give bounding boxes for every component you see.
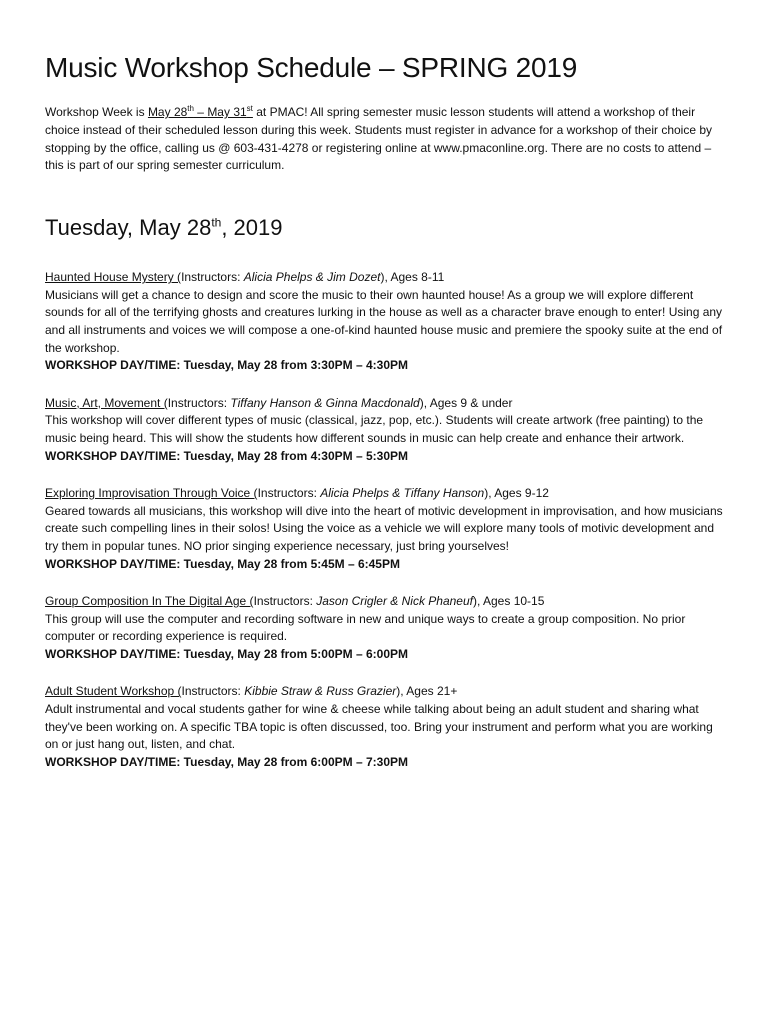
workshop-adult-student [45,683,726,771]
workshop-time: WORKSHOP DAY/TIME: Tuesday, May 28 from 4:30PM – 5:30PM [45,448,408,463]
intro-paragraph [45,104,726,175]
workshop-description: This group will use the computer and recording software in new and unique ways to create a group composition. No prior computer or recording experience is required. [45,611,686,644]
instructors-label: Instructors: [167,395,231,410]
day-heading-main: Tuesday, May 28 [45,215,212,241]
workshop-title: Group Composition In The Digital Age ( [45,594,254,609]
intro-date-range [148,105,253,119]
workshop-title: Exploring Improvisation Through Voice ( [45,486,258,501]
workshop-ages: ), Ages 9 & under [419,395,513,410]
workshop-description: This workshop will cover different types of music (classical, jazz, pop, etc.). Students will create artwork (free painting) to the music being heard. This will show the students how different sounds in music can help create and enhance their artwork. [45,413,704,445]
workshop-improvisation-voice [45,485,726,573]
workshop-title: Haunted House Mystery ( [45,270,182,285]
instructors-names: Tiffany Hanson & Ginna Macdonald [230,395,420,410]
intro-date-end-suffix: st [246,104,253,113]
instructors-label: Instructors: [181,684,245,699]
intro-date-separator: – [193,105,208,119]
workshop-ages: ), Ages 10-15 [473,594,545,609]
workshop-group-composition [45,593,726,663]
intro-date-start: May 28 [147,105,188,119]
workshop-time: WORKSHOP DAY/TIME: Tuesday, May 28 from 5:00PM – 6:00PM [45,646,408,661]
workshop-ages: ), Ages 9-12 [484,486,549,501]
workshop-time: WORKSHOP DAY/TIME: Tuesday, May 28 from 6:00PM – 7:30PM [45,754,408,769]
workshop-ages: ), Ages 8-11 [380,270,445,285]
intro-date-start-suffix: th [187,104,194,113]
workshop-header [45,269,726,287]
day-heading [45,213,726,243]
workshop-title: Adult Student Workshop ( [45,684,182,699]
workshop-header [45,593,726,611]
workshop-time: WORKSHOP DAY/TIME: Tuesday, May 28 from 5:45M – 6:45PM [45,556,400,571]
instructors-names: Alicia Phelps & Jim Dozet [243,270,381,285]
day-heading-year: , 2019 [221,215,283,241]
intro-date-end: May 31 [207,105,247,119]
workshop-header [45,683,726,701]
workshop-haunted-house [45,269,726,375]
instructors-label: Instructors: [181,270,244,285]
instructors-names: Jason Crigler & Nick Phaneuf [316,594,473,609]
workshop-title: Music, Art, Movement ( [45,395,168,410]
workshop-time: WORKSHOP DAY/TIME: Tuesday, May 28 from 3:30PM – 4:30PM [45,358,408,373]
workshop-ages: ), Ages 21+ [396,684,458,699]
instructors-names: Alicia Phelps & Tiffany Hanson [320,486,485,501]
instructors-label: Instructors: [257,486,321,501]
workshop-music-art-movement [45,395,726,465]
instructors-names: Kibbie Straw & Russ Grazier [244,684,397,699]
page-title: Music Workshop Schedule – SPRING 2019 [45,52,578,83]
workshop-header [45,395,726,413]
day-heading-suffix: th [211,215,222,230]
intro-lead: Workshop Week is [45,105,148,119]
intro-body: at PMAC! All spring semester music lesson students will attend a workshop of their choice instead of their scheduled lesson during this week. Students must register in advance for a workshop of their choice by stopping by the office, calling us @ 603-431-4278 or registering online at www.pmaconline.org. There are no costs to attend – this is part of our spring semester curriculum. [45,105,713,173]
workshop-description: Geared towards all musicians, this workshop will dive into the heart of motivic development in improvisation, and how musicians create such compelling lines in their solos! Using the voice as a vehicle we will explore many tools of motivic development and try them in popular tunes. NO prior singing experience necessary, just bring yourselves! [45,503,723,553]
workshop-description: Adult instrumental and vocal students gather for wine & cheese while talking about being an adult student and sharing what they've been working on. A specific TBA topic is often discussed, too. Bring your instrument and perform what you are working on or just hang out, listen, and chat. [45,702,713,752]
workshop-header [45,485,726,503]
instructors-label: Instructors: [253,594,317,609]
workshop-description: Musicians will get a chance to design and score the music to their own haunted house! As a group we will explore different sounds for all of the terrifying ghosts and creatures lurking in the house as well as a character brave enough to enter! Using any and all instruments and voices we will compose a one-of-kind haunted house music and premiere the spooky suite at the end of the workshop. [45,287,723,355]
